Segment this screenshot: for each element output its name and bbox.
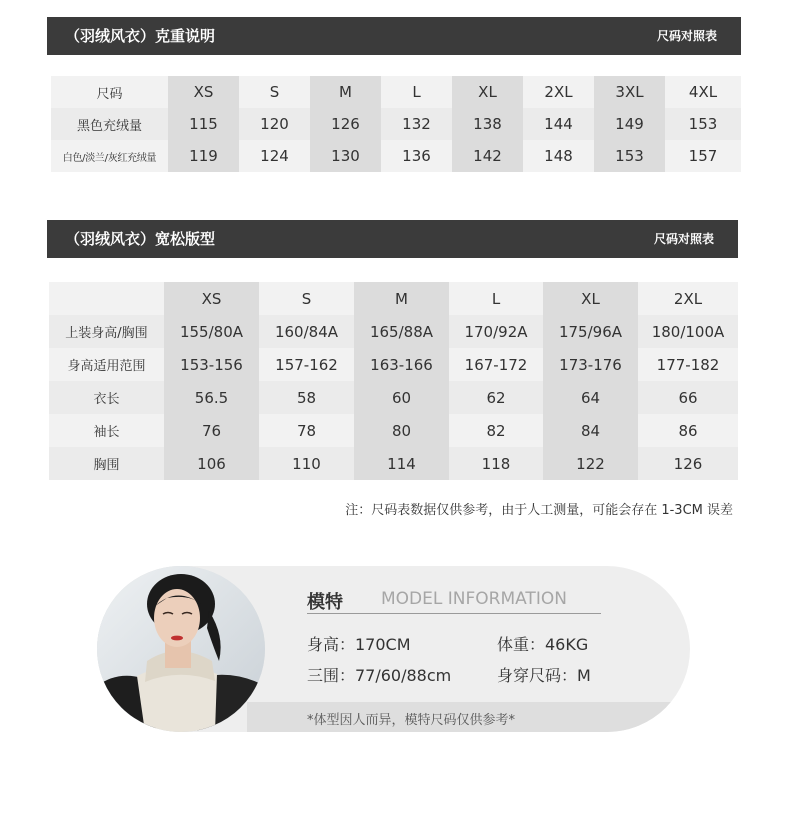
table-cell: 56.5	[164, 381, 259, 414]
model-worn-size: 身穿尺码：M	[497, 666, 591, 685]
table-header-cell: 4XL	[665, 76, 741, 108]
table-row	[49, 381, 738, 414]
table-header-cell: XL	[543, 282, 638, 315]
table-row	[51, 108, 741, 140]
row-label: 白色/淡兰/灰红充绒量	[51, 140, 168, 172]
table-header-cell: 3XL	[594, 76, 665, 108]
table-cell: 110	[259, 447, 354, 480]
row-label: 胸围	[49, 447, 164, 480]
size-section-tag: 尺码对照表	[653, 232, 714, 246]
table-cell: 118	[449, 447, 543, 480]
size-section-title: （羽绒风衣）宽松版型	[65, 230, 216, 248]
table-cell: 126	[638, 447, 738, 480]
table-cell: 78	[259, 414, 354, 447]
table-cell: 136	[381, 140, 452, 172]
table-cell: 119	[168, 140, 239, 172]
table-cell: 149	[594, 108, 665, 140]
model-measurements: 三围：77/60/88cm	[307, 666, 452, 685]
row-label: 身高适用范围	[49, 348, 164, 381]
model-size-note: *体型因人而异，模特尺码仅供参考*	[307, 713, 516, 728]
row-label: 上装身高/胸围	[49, 315, 164, 348]
row-label: 衣长	[49, 381, 164, 414]
weight-section-title: （羽绒风衣）克重说明	[65, 27, 216, 45]
table-cell: 126	[310, 108, 381, 140]
weight-section-header	[47, 17, 741, 55]
table-cell: 157-162	[259, 348, 354, 381]
row-label: 黑色充绒量	[51, 108, 168, 140]
fill-weight-table	[51, 76, 741, 172]
table-cell: 167-172	[449, 348, 543, 381]
table-header-cell: M	[354, 282, 449, 315]
table-cell: 58	[259, 381, 354, 414]
model-height: 身高：170CM	[307, 635, 411, 654]
table-cell: 173-176	[543, 348, 638, 381]
model-weight: 体重：46KG	[497, 635, 589, 654]
table-header-cell: XS	[168, 76, 239, 108]
table-cell: 84	[543, 414, 638, 447]
table-row	[49, 447, 738, 480]
table-cell: 157	[665, 140, 741, 172]
table-cell: 114	[354, 447, 449, 480]
table-cell: 153-156	[164, 348, 259, 381]
table-header-cell: 尺码	[51, 76, 168, 108]
table-header-cell: M	[310, 76, 381, 108]
table-header-cell: L	[381, 76, 452, 108]
table-header-cell: L	[449, 282, 543, 315]
table-cell: 106	[164, 447, 259, 480]
table-header-cell: XS	[164, 282, 259, 315]
table-row	[49, 348, 738, 381]
weight-section-tag: 尺码对照表	[656, 29, 717, 43]
table-cell: 153	[665, 108, 741, 140]
table-cell: 165/88A	[354, 315, 449, 348]
table-cell: 120	[239, 108, 310, 140]
table-header-cell: S	[239, 76, 310, 108]
table-row	[49, 315, 738, 348]
table-cell: 148	[523, 140, 594, 172]
table-cell: 82	[449, 414, 543, 447]
model-subtitle: MODEL INFORMATION	[381, 589, 567, 609]
model-photo	[97, 566, 265, 732]
table-cell: 80	[354, 414, 449, 447]
table-cell: 138	[452, 108, 523, 140]
table-cell: 86	[638, 414, 738, 447]
table-cell: 60	[354, 381, 449, 414]
table-header-cell: XL	[452, 76, 523, 108]
table-header-cell	[49, 282, 164, 315]
table-cell: 122	[543, 447, 638, 480]
table-row	[49, 414, 738, 447]
table-cell: 180/100A	[638, 315, 738, 348]
table-cell: 175/96A	[543, 315, 638, 348]
table-cell: 160/84A	[259, 315, 354, 348]
table-header-cell: 2XL	[523, 76, 594, 108]
table-cell: 170/92A	[449, 315, 543, 348]
table-cell: 132	[381, 108, 452, 140]
table-cell: 155/80A	[164, 315, 259, 348]
size-section-header	[47, 220, 738, 258]
table-header-row	[49, 282, 738, 315]
table-row	[51, 140, 741, 172]
model-portrait-illustration	[97, 566, 265, 732]
row-label: 袖长	[49, 414, 164, 447]
table-cell: 124	[239, 140, 310, 172]
table-cell: 142	[452, 140, 523, 172]
table-cell: 144	[523, 108, 594, 140]
measurement-note: 注：尺码表数据仅供参考，由于人工测量，可能会存在 1-3CM 误差	[345, 503, 733, 518]
table-header-cell: S	[259, 282, 354, 315]
table-header-row	[51, 76, 741, 108]
table-header-cell: 2XL	[638, 282, 738, 315]
model-title: 模特	[307, 592, 343, 613]
model-title-divider	[307, 613, 601, 614]
table-cell: 66	[638, 381, 738, 414]
table-cell: 163-166	[354, 348, 449, 381]
table-cell: 64	[543, 381, 638, 414]
table-cell: 153	[594, 140, 665, 172]
table-cell: 177-182	[638, 348, 738, 381]
table-cell: 62	[449, 381, 543, 414]
size-chart-table	[49, 282, 738, 480]
table-cell: 115	[168, 108, 239, 140]
table-cell: 130	[310, 140, 381, 172]
table-cell: 76	[164, 414, 259, 447]
